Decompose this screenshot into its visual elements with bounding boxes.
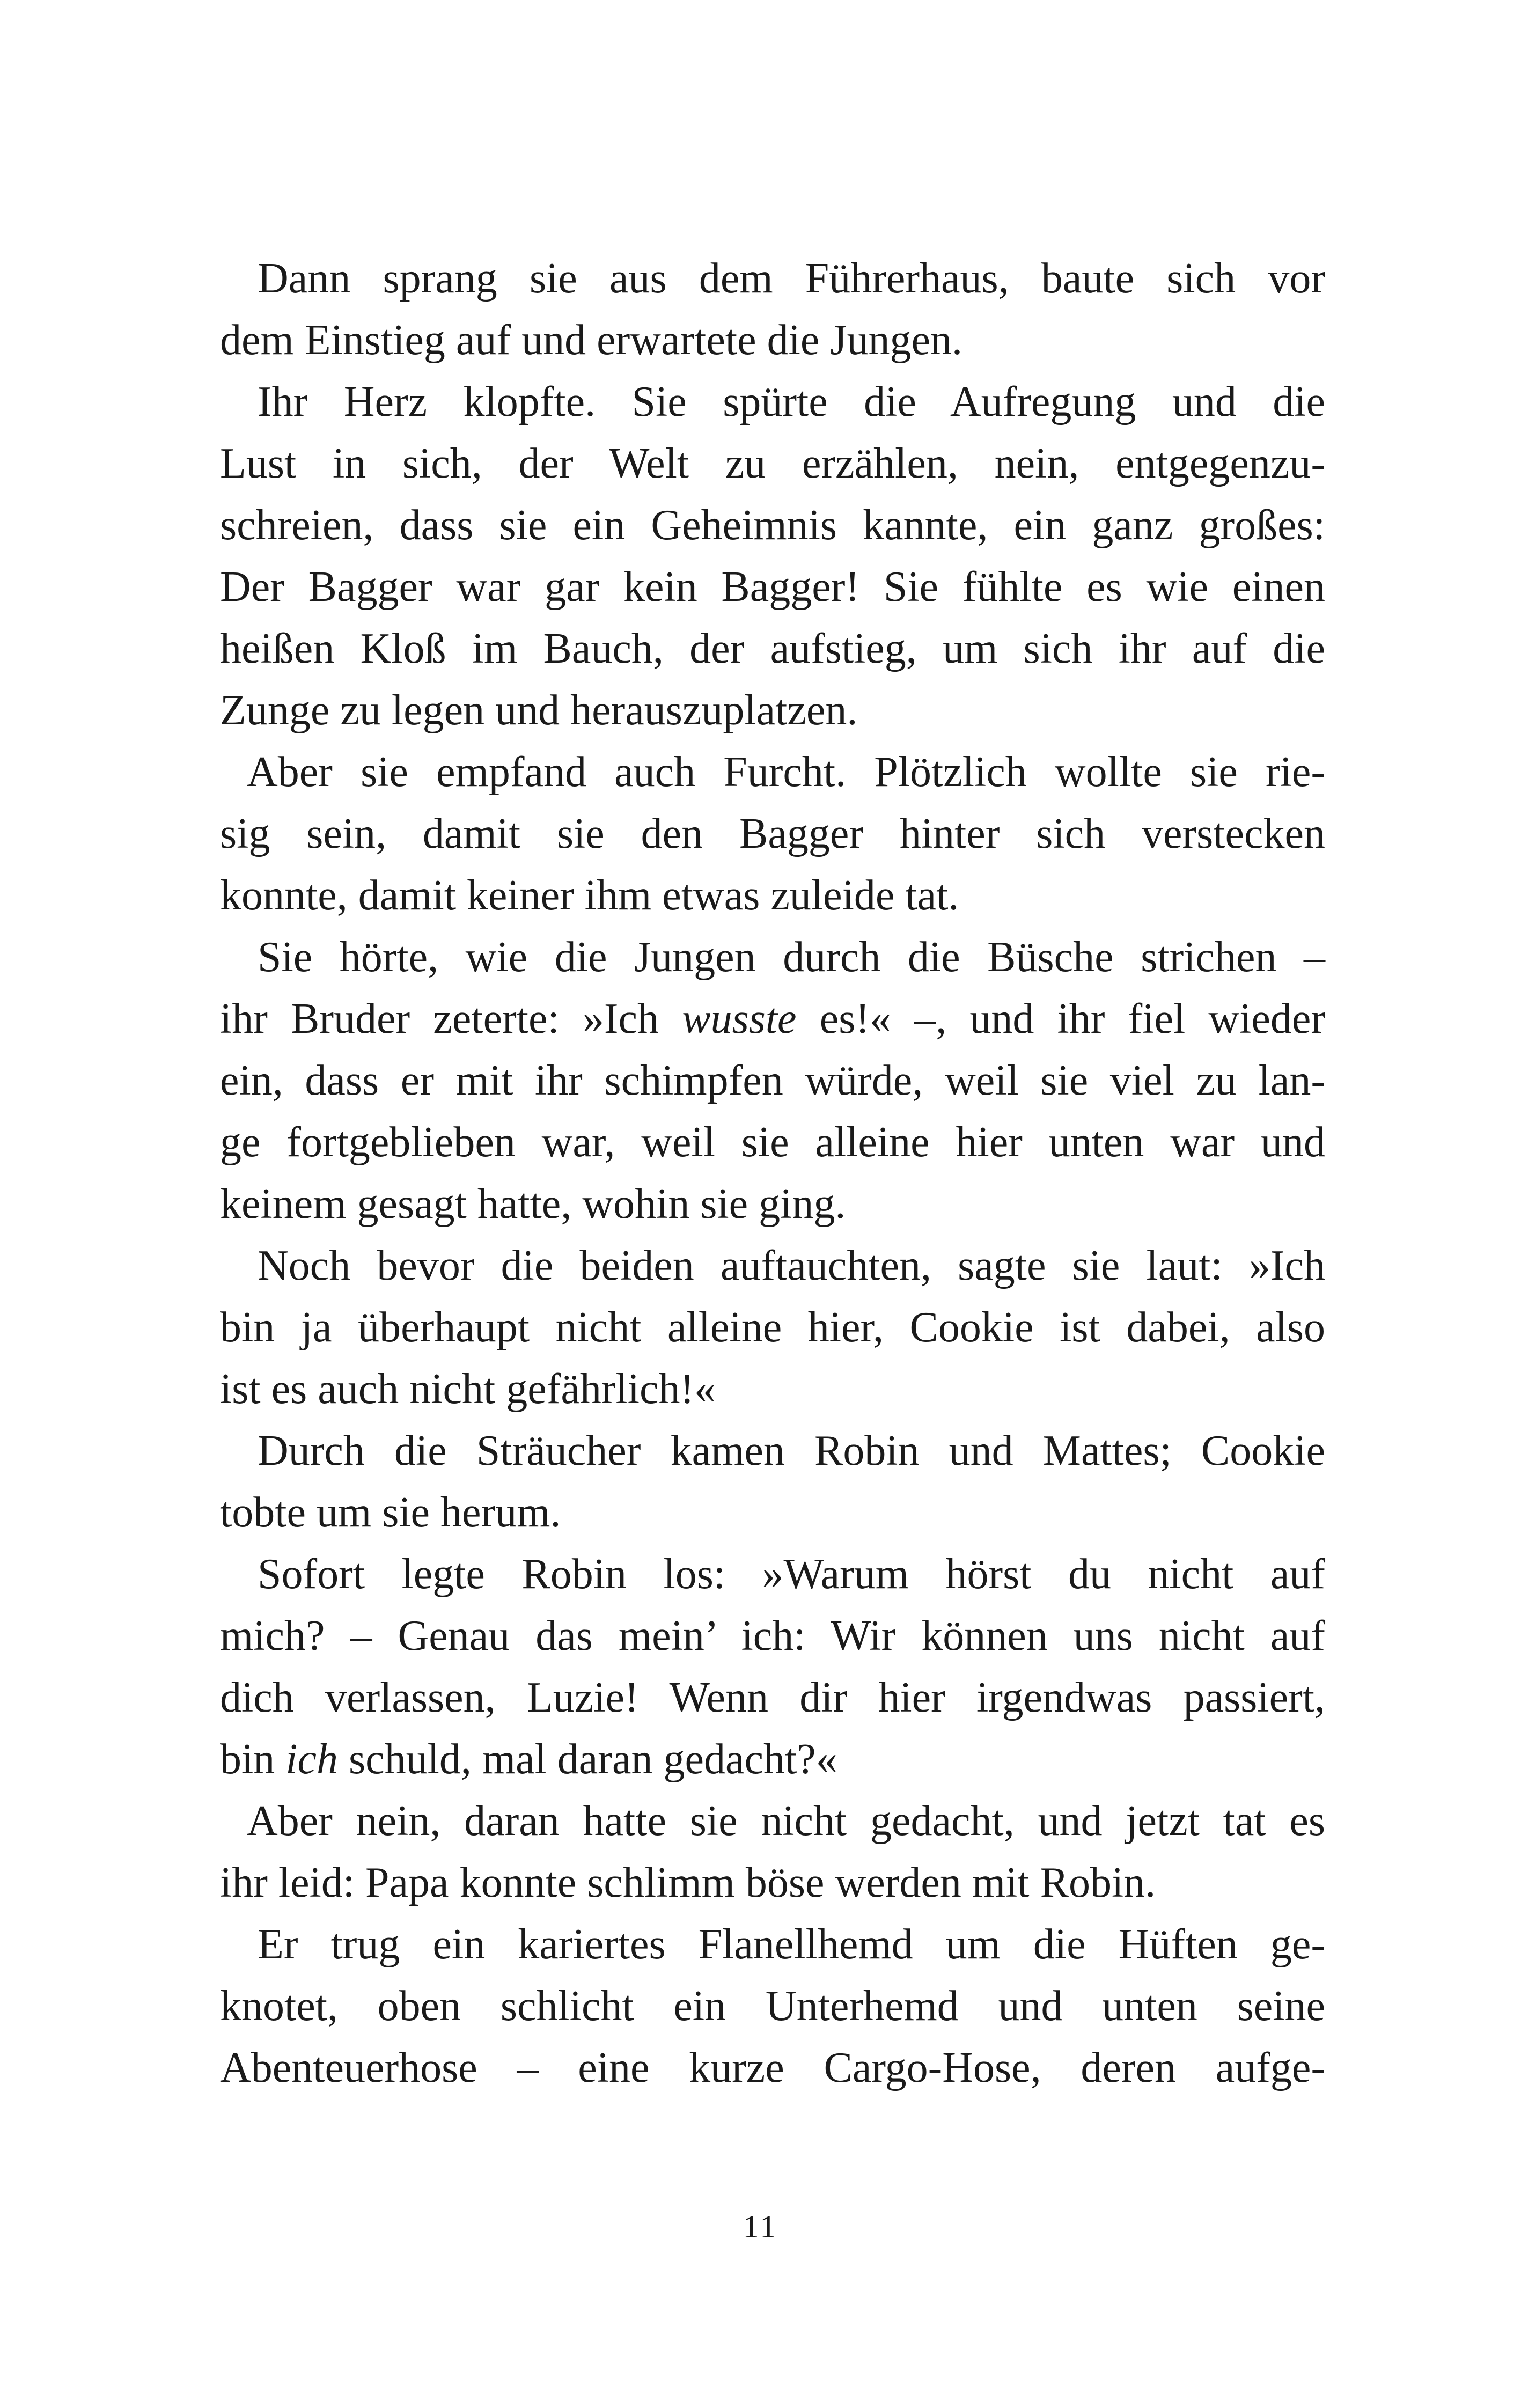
text-line: heißen Kloß im Bauch, der aufstieg, um sich ihr auf die	[220, 625, 1325, 672]
text-line: Noch bevor die beiden auftauchten, sagte sie laut: »Ich	[258, 1242, 1325, 1289]
text-line: konnte, damit keiner ihm etwas zuleide tat.	[220, 872, 959, 919]
text-line: dich verlassen, Luzie! Wenn dir hier irgendwas passiert,	[220, 1674, 1325, 1721]
text-line: Aber nein, daran hatte sie nicht gedacht, und jetzt tat es	[247, 1797, 1325, 1845]
text-segment: bin	[220, 1736, 286, 1783]
text-line: Dann sprang sie aus dem Führerhaus, baute sich vor	[258, 255, 1325, 302]
text-segment: schuld, mal daran gedacht?«	[337, 1736, 837, 1783]
text-segment: ihr Bruder zeterte: »Ich	[220, 995, 682, 1043]
page-number: 11	[743, 2209, 778, 2244]
text-line: ihr leid: Papa konnte schlimm böse werden mit Robin.	[220, 1859, 1156, 1906]
text-line: schreien, dass sie ein Geheimnis kannte, ein ganz großes:	[220, 502, 1325, 549]
text-line: Sie hörte, wie die Jungen durch die Büsche strichen –	[258, 934, 1325, 981]
text-line: ein, dass er mit ihr schimpfen würde, weil sie viel zu lan-	[220, 1057, 1325, 1104]
text-line: keinem gesagt hatte, wohin sie ging.	[220, 1180, 846, 1228]
text-line: Zunge zu legen und herauszuplatzen.	[220, 687, 858, 734]
text-segment: es!« –, und ihr fiel wieder	[796, 995, 1325, 1043]
text-line: Abenteuerhose – eine kurze Cargo-Hose, deren aufge-	[220, 2044, 1325, 2091]
text-line: Der Bagger war gar kein Bagger! Sie fühlte es wie einen	[220, 563, 1325, 611]
text-line: Ihr Herz klopfte. Sie spürte die Aufregung und die	[258, 378, 1325, 425]
text-line: mich? – Genau das mein’ ich: Wir können uns nicht auf	[220, 1612, 1325, 1660]
emphasis-text: ich	[285, 1736, 338, 1783]
text-line: bin ja überhaupt nicht alleine hier, Cookie ist dabei, also	[220, 1304, 1325, 1351]
text-line: dem Einstieg auf und erwartete die Jungen.	[220, 317, 962, 364]
text-line: tobte um sie herum.	[220, 1489, 561, 1536]
text-line: Aber sie empfand auch Furcht. Plötzlich wollte sie rie-	[247, 748, 1325, 796]
text-line: Durch die Sträucher kamen Robin und Mattes; Cookie	[258, 1427, 1325, 1474]
text-line	[220, 1729, 1325, 1790]
emphasis-text: wusste	[682, 995, 797, 1043]
text-line: Lust in sich, der Welt zu erzählen, nein, entgegenzu-	[220, 440, 1325, 487]
text-line: knotet, oben schlicht ein Unterhemd und unten seine	[220, 1983, 1325, 2030]
text-line	[220, 988, 1325, 1050]
text-line: Sofort legte Robin los: »Warum hörst du nicht auf	[258, 1551, 1325, 1598]
text-line: Er trug ein kariertes Flanellhemd um die Hüften ge-	[258, 1921, 1325, 1968]
body-text	[220, 248, 1325, 2099]
text-line: ge fortgeblieben war, weil sie alleine hier unten war und	[220, 1119, 1325, 1166]
text-line: ist es auch nicht gefährlich!«	[220, 1365, 716, 1413]
text-line: sig sein, damit sie den Bagger hinter sich verstecken	[220, 810, 1325, 857]
